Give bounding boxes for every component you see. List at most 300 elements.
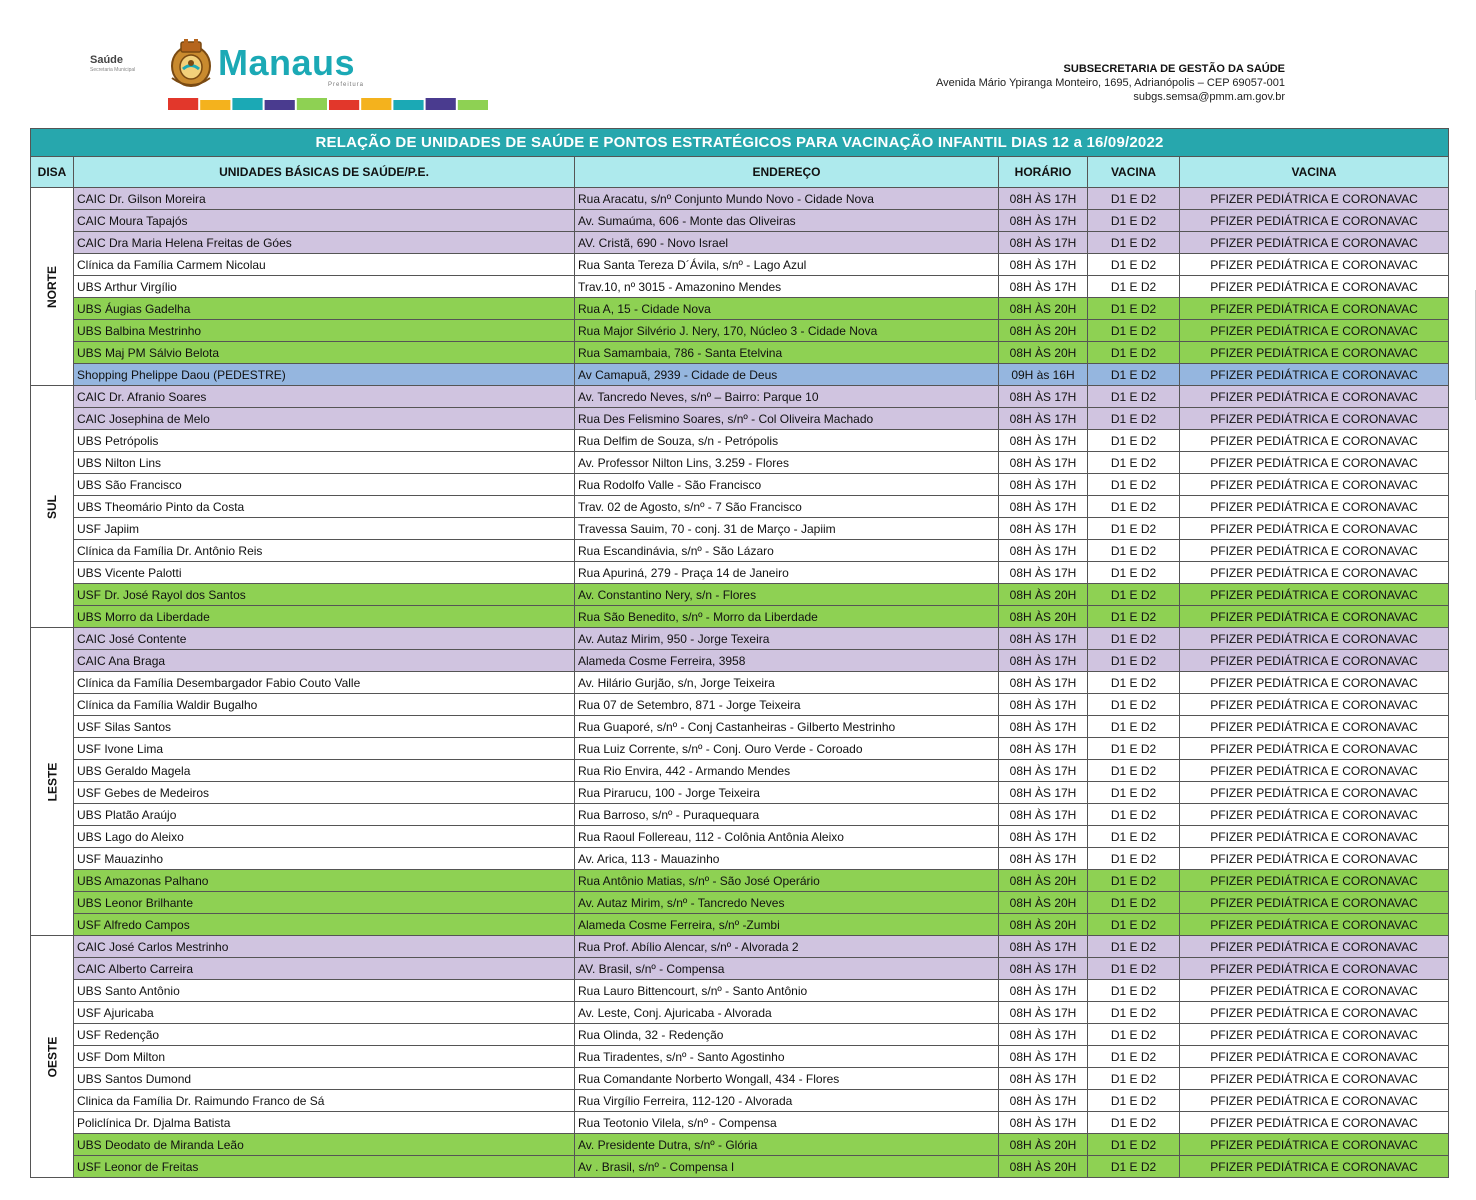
unit-cell: CAIC Dr. Gilson Moreira <box>74 188 575 210</box>
unit-cell: UBS Vicente Palotti <box>74 562 575 584</box>
vaccine-cell: PFIZER PEDIÁTRICA E CORONAVAC <box>1180 804 1449 826</box>
table-row <box>31 276 1449 298</box>
unit-cell: USF Ajuricaba <box>74 1002 575 1024</box>
vaccination-table <box>30 128 1449 1178</box>
hours-cell: 08H ÀS 17H <box>999 430 1088 452</box>
decorative-color-strip <box>168 98 490 110</box>
address-cell: Av. Constantino Nery, s/n - Flores <box>575 584 999 606</box>
table-row <box>31 474 1449 496</box>
dose-cell: D1 E D2 <box>1088 342 1180 364</box>
unit-cell: UBS Petrópolis <box>74 430 575 452</box>
vaccine-cell: PFIZER PEDIÁTRICA E CORONAVAC <box>1180 848 1449 870</box>
address-cell: Rua 07 de Setembro, 871 - Jorge Teixeira <box>575 694 999 716</box>
disa-label: SUL <box>45 494 59 519</box>
table-row <box>31 518 1449 540</box>
table-row <box>31 848 1449 870</box>
unit-cell: UBS Santo Antônio <box>74 980 575 1002</box>
table-row <box>31 1134 1449 1156</box>
address-cell: AV. Cristã, 690 - Novo Israel <box>575 232 999 254</box>
address-cell: Av. Professor Nilton Lins, 3.259 - Flores <box>575 452 999 474</box>
hours-cell: 08H ÀS 17H <box>999 848 1088 870</box>
address-cell: Rua Prof. Abílio Alencar, s/nº - Alvorada 2 <box>575 936 999 958</box>
saude-label: Saúde <box>90 54 124 66</box>
unit-cell: Shopping Phelippe Daou (PEDESTRE) <box>74 364 575 386</box>
dose-cell: D1 E D2 <box>1088 892 1180 914</box>
unit-cell: CAIC José Carlos Mestrinho <box>74 936 575 958</box>
table-row <box>31 364 1449 386</box>
dose-cell: D1 E D2 <box>1088 276 1180 298</box>
hours-cell: 08H ÀS 17H <box>999 826 1088 848</box>
dose-cell: D1 E D2 <box>1088 320 1180 342</box>
hours-cell: 08H ÀS 17H <box>999 1068 1088 1090</box>
address-cell: Rua Delfim de Souza, s/n - Petrópolis <box>575 430 999 452</box>
hours-cell: 08H ÀS 17H <box>999 386 1088 408</box>
vaccine-cell: PFIZER PEDIÁTRICA E CORONAVAC <box>1180 606 1449 628</box>
dose-cell: D1 E D2 <box>1088 1134 1180 1156</box>
dose-cell: D1 E D2 <box>1088 540 1180 562</box>
vaccine-cell: PFIZER PEDIÁTRICA E CORONAVAC <box>1180 1046 1449 1068</box>
unit-cell: UBS Maj PM Sálvio Belota <box>74 342 575 364</box>
vaccine-cell: PFIZER PEDIÁTRICA E CORONAVAC <box>1180 584 1449 606</box>
column-header-dose: VACINA <box>1088 157 1180 188</box>
column-header-vaccine: VACINA <box>1180 157 1449 188</box>
vaccine-cell: PFIZER PEDIÁTRICA E CORONAVAC <box>1180 760 1449 782</box>
table-row <box>31 716 1449 738</box>
address-cell: Rua Des Felismino Soares, s/nº - Col Oliveira Machado <box>575 408 999 430</box>
vaccine-cell: PFIZER PEDIÁTRICA E CORONAVAC <box>1180 738 1449 760</box>
address-cell: Rua Barroso, s/nº - Puraquequara <box>575 804 999 826</box>
disa-cell <box>31 188 74 386</box>
hours-cell: 08H ÀS 17H <box>999 1090 1088 1112</box>
dose-cell: D1 E D2 <box>1088 1068 1180 1090</box>
vaccine-cell: PFIZER PEDIÁTRICA E CORONAVAC <box>1180 562 1449 584</box>
dose-cell: D1 E D2 <box>1088 782 1180 804</box>
table-row <box>31 936 1449 958</box>
vaccine-cell: PFIZER PEDIÁTRICA E CORONAVAC <box>1180 320 1449 342</box>
column-header-unit: UNIDADES BÁSICAS DE SAÚDE/P.E. <box>74 157 575 188</box>
disa-cell <box>31 628 74 936</box>
strip-segment <box>393 100 423 110</box>
hours-cell: 08H ÀS 17H <box>999 254 1088 276</box>
vaccine-cell: PFIZER PEDIÁTRICA E CORONAVAC <box>1180 518 1449 540</box>
unit-cell: USF Leonor de Freitas <box>74 1156 575 1178</box>
table-row <box>31 496 1449 518</box>
table-row <box>31 1156 1449 1178</box>
table-row <box>31 1046 1449 1068</box>
unit-cell: Clínica da Família Dr. Antônio Reis <box>74 540 575 562</box>
vaccine-cell: PFIZER PEDIÁTRICA E CORONAVAC <box>1180 188 1449 210</box>
vaccine-cell: PFIZER PEDIÁTRICA E CORONAVAC <box>1180 1156 1449 1178</box>
hours-cell: 08H ÀS 20H <box>999 606 1088 628</box>
dose-cell: D1 E D2 <box>1088 518 1180 540</box>
table-row <box>31 694 1449 716</box>
hours-cell: 09H às 16H <box>999 364 1088 386</box>
hours-cell: 08H ÀS 20H <box>999 1134 1088 1156</box>
hours-cell: 08H ÀS 17H <box>999 738 1088 760</box>
dose-cell: D1 E D2 <box>1088 408 1180 430</box>
strip-segment <box>265 100 295 110</box>
hours-cell: 08H ÀS 20H <box>999 320 1088 342</box>
dose-cell: D1 E D2 <box>1088 1112 1180 1134</box>
address-cell: Trav.10, nº 3015 - Amazonino Mendes <box>575 276 999 298</box>
vaccine-cell: PFIZER PEDIÁTRICA E CORONAVAC <box>1180 342 1449 364</box>
table-row <box>31 870 1449 892</box>
unit-cell: USF Mauazinho <box>74 848 575 870</box>
unit-cell: CAIC Moura Tapajós <box>74 210 575 232</box>
vaccine-cell: PFIZER PEDIÁTRICA E CORONAVAC <box>1180 958 1449 980</box>
unit-cell: UBS Morro da Liberdade <box>74 606 575 628</box>
address-cell: Av. Hilário Gurjão, s/n, Jorge Teixeira <box>575 672 999 694</box>
dose-cell: D1 E D2 <box>1088 914 1180 936</box>
unit-cell: CAIC Alberto Carreira <box>74 958 575 980</box>
unit-cell: USF Japiim <box>74 518 575 540</box>
prefeitura-label: Prefeitura <box>328 82 365 88</box>
table-row <box>31 1002 1449 1024</box>
table-row <box>31 914 1449 936</box>
hours-cell: 08H ÀS 17H <box>999 958 1088 980</box>
vaccine-cell: PFIZER PEDIÁTRICA E CORONAVAC <box>1180 386 1449 408</box>
hours-cell: 08H ÀS 17H <box>999 452 1088 474</box>
column-header-disa: DISA <box>31 157 74 188</box>
subsecretaria-address: Avenida Mário Ypiranga Monteiro, 1695, Adrianópolis – CEP 69057-001 <box>936 77 1285 89</box>
unit-cell: UBS Áugias Gadelha <box>74 298 575 320</box>
address-cell: Rua Virgílio Ferreira, 112-120 - Alvorada <box>575 1090 999 1112</box>
table-row <box>31 782 1449 804</box>
vaccination-table-wrapper <box>30 128 1448 1178</box>
unit-cell: USF Alfredo Campos <box>74 914 575 936</box>
unit-cell: CAIC Ana Braga <box>74 650 575 672</box>
unit-cell: UBS Nilton Lins <box>74 452 575 474</box>
address-cell: AV. Brasil, s/nº - Compensa <box>575 958 999 980</box>
strip-segment <box>168 98 198 110</box>
unit-cell: USF Ivone Lima <box>74 738 575 760</box>
dose-cell: D1 E D2 <box>1088 1002 1180 1024</box>
hours-cell: 08H ÀS 17H <box>999 672 1088 694</box>
strip-segment <box>426 98 456 110</box>
address-cell: Rua Tiradentes, s/nº - Santo Agostinho <box>575 1046 999 1068</box>
hours-cell: 08H ÀS 17H <box>999 540 1088 562</box>
table-title: RELAÇÃO DE UNIDADES DE SAÚDE E PONTOS ESTRATÉGICOS PARA VACINAÇÃO INFANTIL DIAS 12 a 16/09/2022 <box>31 129 1449 157</box>
address-cell: Alameda Cosme Ferreira, 3958 <box>575 650 999 672</box>
unit-cell: Clinica da Família Dr. Raimundo Franco de Sá <box>74 1090 575 1112</box>
hours-cell: 08H ÀS 17H <box>999 694 1088 716</box>
dose-cell: D1 E D2 <box>1088 760 1180 782</box>
vaccine-cell: PFIZER PEDIÁTRICA E CORONAVAC <box>1180 826 1449 848</box>
unit-cell: USF Redenção <box>74 1024 575 1046</box>
unit-cell: CAIC Dr. Afranio Soares <box>74 386 575 408</box>
unit-cell: CAIC José Contente <box>74 628 575 650</box>
address-cell: Av. Arica, 113 - Mauazinho <box>575 848 999 870</box>
table-row <box>31 958 1449 980</box>
hours-cell: 08H ÀS 17H <box>999 562 1088 584</box>
dose-cell: D1 E D2 <box>1088 804 1180 826</box>
manaus-logo <box>90 38 500 114</box>
vaccine-cell: PFIZER PEDIÁTRICA E CORONAVAC <box>1180 276 1449 298</box>
table-row <box>31 320 1449 342</box>
table-row <box>31 1024 1449 1046</box>
hours-cell: 08H ÀS 17H <box>999 1112 1088 1134</box>
vaccine-cell: PFIZER PEDIÁTRICA E CORONAVAC <box>1180 892 1449 914</box>
address-cell: Av. Leste, Conj. Ajuricaba - Alvorada <box>575 1002 999 1024</box>
table-row <box>31 892 1449 914</box>
vaccine-cell: PFIZER PEDIÁTRICA E CORONAVAC <box>1180 936 1449 958</box>
vaccine-cell: PFIZER PEDIÁTRICA E CORONAVAC <box>1180 1134 1449 1156</box>
hours-cell: 08H ÀS 17H <box>999 980 1088 1002</box>
table-row <box>31 254 1449 276</box>
address-cell: Travessa Sauim, 70 - conj. 31 de Março - Japiim <box>575 518 999 540</box>
dose-cell: D1 E D2 <box>1088 474 1180 496</box>
address-cell: Av. Tancredo Neves, s/nº – Bairro: Parque 10 <box>575 386 999 408</box>
dose-cell: D1 E D2 <box>1088 430 1180 452</box>
vaccine-cell: PFIZER PEDIÁTRICA E CORONAVAC <box>1180 496 1449 518</box>
address-cell: Rua Pirarucu, 100 - Jorge Teixeira <box>575 782 999 804</box>
table-row <box>31 650 1449 672</box>
dose-cell: D1 E D2 <box>1088 606 1180 628</box>
address-cell: Rua Teotonio Vilela, s/nº - Compensa <box>575 1112 999 1134</box>
address-cell: Av. Autaz Mirim, 950 - Jorge Texeira <box>575 628 999 650</box>
dose-cell: D1 E D2 <box>1088 1090 1180 1112</box>
address-cell: Rua Luiz Corrente, s/nº - Conj. Ouro Verde - Coroado <box>575 738 999 760</box>
address-cell: Rua Raoul Follereau, 112 - Colônia Antônia Aleixo <box>575 826 999 848</box>
dose-cell: D1 E D2 <box>1088 232 1180 254</box>
unit-cell: USF Silas Santos <box>74 716 575 738</box>
disa-label: LESTE <box>44 762 59 801</box>
vaccine-cell: PFIZER PEDIÁTRICA E CORONAVAC <box>1180 782 1449 804</box>
dose-cell: D1 E D2 <box>1088 870 1180 892</box>
strip-segment <box>200 100 230 110</box>
unit-cell: UBS Santos Dumond <box>74 1068 575 1090</box>
hours-cell: 08H ÀS 17H <box>999 650 1088 672</box>
table-row <box>31 628 1449 650</box>
dose-cell: D1 E D2 <box>1088 738 1180 760</box>
hours-cell: 08H ÀS 17H <box>999 1046 1088 1068</box>
disa-cell <box>31 936 74 1178</box>
address-cell: Av Camapuã, 2939 - Cidade de Deus <box>575 364 999 386</box>
dose-cell: D1 E D2 <box>1088 716 1180 738</box>
table-header-row <box>31 157 1449 188</box>
vaccine-cell: PFIZER PEDIÁTRICA E CORONAVAC <box>1180 408 1449 430</box>
dose-cell: D1 E D2 <box>1088 628 1180 650</box>
table-row <box>31 672 1449 694</box>
unit-cell: UBS Balbina Mestrinho <box>74 320 575 342</box>
unit-cell: USF Gebes de Medeiros <box>74 782 575 804</box>
vaccine-cell: PFIZER PEDIÁTRICA E CORONAVAC <box>1180 1024 1449 1046</box>
table-row <box>31 804 1449 826</box>
hours-cell: 08H ÀS 17H <box>999 188 1088 210</box>
table-row <box>31 980 1449 1002</box>
address-cell: Rua Santa Tereza D´Ávila, s/nº - Lago Azul <box>575 254 999 276</box>
strip-segment <box>458 100 488 110</box>
vaccine-cell: PFIZER PEDIÁTRICA E CORONAVAC <box>1180 210 1449 232</box>
vaccine-cell: PFIZER PEDIÁTRICA E CORONAVAC <box>1180 430 1449 452</box>
address-cell: Rua Aracatu, s/nº Conjunto Mundo Novo - Cidade Nova <box>575 188 999 210</box>
disa-label: NORTE <box>45 265 59 308</box>
vaccine-cell: PFIZER PEDIÁTRICA E CORONAVAC <box>1180 452 1449 474</box>
address-cell: Rua Lauro Bittencourt, s/nº - Santo Antônio <box>575 980 999 1002</box>
address-cell: Alameda Cosme Ferreira, s/nº -Zumbi <box>575 914 999 936</box>
dose-cell: D1 E D2 <box>1088 210 1180 232</box>
address-cell: Rua São Benedito, s/nº - Morro da Liberdade <box>575 606 999 628</box>
disa-label: OESTE <box>45 1036 59 1077</box>
hours-cell: 08H ÀS 17H <box>999 936 1088 958</box>
unit-cell: UBS Leonor Brilhante <box>74 892 575 914</box>
dose-cell: D1 E D2 <box>1088 826 1180 848</box>
strip-segment <box>361 98 391 110</box>
city-name: Manaus <box>218 42 356 83</box>
table-row <box>31 1090 1449 1112</box>
strip-segment <box>232 98 262 110</box>
hours-cell: 08H ÀS 17H <box>999 276 1088 298</box>
unit-cell: UBS Theomário Pinto da Costa <box>74 496 575 518</box>
table-title-row <box>31 129 1449 157</box>
table-row <box>31 760 1449 782</box>
dose-cell: D1 E D2 <box>1088 254 1180 276</box>
dose-cell: D1 E D2 <box>1088 386 1180 408</box>
unit-cell: USF Dr. José Rayol dos Santos <box>74 584 575 606</box>
manaus-crest-icon <box>166 38 216 90</box>
vaccine-cell: PFIZER PEDIÁTRICA E CORONAVAC <box>1180 254 1449 276</box>
table-row <box>31 826 1449 848</box>
vaccine-cell: PFIZER PEDIÁTRICA E CORONAVAC <box>1180 650 1449 672</box>
vaccine-cell: PFIZER PEDIÁTRICA E CORONAVAC <box>1180 1002 1449 1024</box>
hours-cell: 08H ÀS 17H <box>999 804 1088 826</box>
table-row <box>31 298 1449 320</box>
hours-cell: 08H ÀS 20H <box>999 584 1088 606</box>
vaccine-cell: PFIZER PEDIÁTRICA E CORONAVAC <box>1180 232 1449 254</box>
hours-cell: 08H ÀS 20H <box>999 870 1088 892</box>
dose-cell: D1 E D2 <box>1088 496 1180 518</box>
address-cell: Av. Sumaúma, 606 - Monte das Oliveiras <box>575 210 999 232</box>
vaccine-cell: PFIZER PEDIÁTRICA E CORONAVAC <box>1180 914 1449 936</box>
unit-cell: Clínica da Família Carmem Nicolau <box>74 254 575 276</box>
hours-cell: 08H ÀS 20H <box>999 892 1088 914</box>
table-row <box>31 1112 1449 1134</box>
dose-cell: D1 E D2 <box>1088 1156 1180 1178</box>
unit-cell: Clínica da Família Desembargador Fabio Couto Valle <box>74 672 575 694</box>
table-row <box>31 1068 1449 1090</box>
hours-cell: 08H ÀS 20H <box>999 298 1088 320</box>
unit-cell: UBS São Francisco <box>74 474 575 496</box>
address-cell: Rua Rodolfo Valle - São Francisco <box>575 474 999 496</box>
address-cell: Rua Samambaia, 786 - Santa Etelvina <box>575 342 999 364</box>
hours-cell: 08H ÀS 17H <box>999 474 1088 496</box>
unit-cell: CAIC Josephina de Melo <box>74 408 575 430</box>
dose-cell: D1 E D2 <box>1088 584 1180 606</box>
address-cell: Av. Autaz Mirim, s/nº - Tancredo Neves <box>575 892 999 914</box>
hours-cell: 08H ÀS 17H <box>999 1002 1088 1024</box>
unit-cell: Policlínica Dr. Djalma Batista <box>74 1112 575 1134</box>
table-row <box>31 188 1449 210</box>
dose-cell: D1 E D2 <box>1088 1046 1180 1068</box>
hours-cell: 08H ÀS 17H <box>999 1024 1088 1046</box>
strip-segment <box>297 98 327 110</box>
dose-cell: D1 E D2 <box>1088 562 1180 584</box>
table-row <box>31 386 1449 408</box>
table-row <box>31 540 1449 562</box>
dose-cell: D1 E D2 <box>1088 188 1180 210</box>
saude-logo <box>90 54 150 73</box>
vaccine-cell: PFIZER PEDIÁTRICA E CORONAVAC <box>1180 364 1449 386</box>
unit-cell: UBS Amazonas Palhano <box>74 870 575 892</box>
dose-cell: D1 E D2 <box>1088 364 1180 386</box>
column-header-hours: HORÁRIO <box>999 157 1088 188</box>
dose-cell: D1 E D2 <box>1088 848 1180 870</box>
unit-cell: UBS Geraldo Magela <box>74 760 575 782</box>
table-row <box>31 562 1449 584</box>
table-row <box>31 452 1449 474</box>
vaccine-cell: PFIZER PEDIÁTRICA E CORONAVAC <box>1180 1112 1449 1134</box>
address-cell: Rua Major Silvério J. Nery, 170, Núcleo 3 - Cidade Nova <box>575 320 999 342</box>
dose-cell: D1 E D2 <box>1088 694 1180 716</box>
hours-cell: 08H ÀS 17H <box>999 408 1088 430</box>
vaccine-cell: PFIZER PEDIÁTRICA E CORONAVAC <box>1180 870 1449 892</box>
unit-cell: Clínica da Família Waldir Bugalho <box>74 694 575 716</box>
column-header-address: ENDEREÇO <box>575 157 999 188</box>
subsecretaria-email: subgs.semsa@pmm.am.gov.br <box>1133 91 1285 103</box>
table-row <box>31 210 1449 232</box>
vaccine-cell: PFIZER PEDIÁTRICA E CORONAVAC <box>1180 672 1449 694</box>
hours-cell: 08H ÀS 20H <box>999 914 1088 936</box>
unit-cell: UBS Arthur Virgílio <box>74 276 575 298</box>
disa-cell <box>31 386 74 628</box>
address-cell: Rua Rio Envira, 442 - Armando Mendes <box>575 760 999 782</box>
address-cell: Av. Presidente Dutra, s/nº - Glória <box>575 1134 999 1156</box>
subsecretaria-block <box>936 62 1285 104</box>
vaccine-cell: PFIZER PEDIÁTRICA E CORONAVAC <box>1180 980 1449 1002</box>
dose-cell: D1 E D2 <box>1088 672 1180 694</box>
hours-cell: 08H ÀS 17H <box>999 760 1088 782</box>
hours-cell: 08H ÀS 20H <box>999 342 1088 364</box>
vaccine-cell: PFIZER PEDIÁTRICA E CORONAVAC <box>1180 694 1449 716</box>
dose-cell: D1 E D2 <box>1088 650 1180 672</box>
unit-cell: UBS Deodato de Miranda Leão <box>74 1134 575 1156</box>
hours-cell: 08H ÀS 17H <box>999 518 1088 540</box>
vaccine-cell: PFIZER PEDIÁTRICA E CORONAVAC <box>1180 1090 1449 1112</box>
dose-cell: D1 E D2 <box>1088 936 1180 958</box>
address-cell: Rua Comandante Norberto Wongall, 434 - Flores <box>575 1068 999 1090</box>
dose-cell: D1 E D2 <box>1088 298 1180 320</box>
vaccine-cell: PFIZER PEDIÁTRICA E CORONAVAC <box>1180 474 1449 496</box>
table-row <box>31 342 1449 364</box>
address-cell: Rua A, 15 - Cidade Nova <box>575 298 999 320</box>
vaccine-cell: PFIZER PEDIÁTRICA E CORONAVAC <box>1180 716 1449 738</box>
address-cell: Rua Escandinávia, s/nº - São Lázaro <box>575 540 999 562</box>
subsecretaria-name: SUBSECRETARIA DE GESTÃO DA SAÚDE <box>1063 63 1285 75</box>
address-cell: Trav. 02 de Agosto, s/nº - 7 São Francisco <box>575 496 999 518</box>
dose-cell: D1 E D2 <box>1088 958 1180 980</box>
address-cell: Rua Apuriná, 279 - Praça 14 de Janeiro <box>575 562 999 584</box>
address-cell: Rua Antônio Matias, s/nº - São José Operário <box>575 870 999 892</box>
vaccine-cell: PFIZER PEDIÁTRICA E CORONAVAC <box>1180 298 1449 320</box>
dose-cell: D1 E D2 <box>1088 452 1180 474</box>
table-body <box>31 188 1449 1178</box>
address-cell: Rua Olinda, 32 - Redenção <box>575 1024 999 1046</box>
unit-cell: CAIC Dra Maria Helena Freitas de Góes <box>74 232 575 254</box>
saude-sub-label: Secretaria Municipal <box>90 67 136 73</box>
table-row <box>31 606 1449 628</box>
hours-cell: 08H ÀS 17H <box>999 496 1088 518</box>
hours-cell: 08H ÀS 17H <box>999 716 1088 738</box>
vaccine-cell: PFIZER PEDIÁTRICA E CORONAVAC <box>1180 1068 1449 1090</box>
dose-cell: D1 E D2 <box>1088 1024 1180 1046</box>
strip-segment <box>329 100 359 110</box>
unit-cell: USF Dom Milton <box>74 1046 575 1068</box>
table-row <box>31 232 1449 254</box>
table-row <box>31 738 1449 760</box>
unit-cell: UBS Platão Araújo <box>74 804 575 826</box>
table-row <box>31 584 1449 606</box>
hours-cell: 08H ÀS 17H <box>999 210 1088 232</box>
